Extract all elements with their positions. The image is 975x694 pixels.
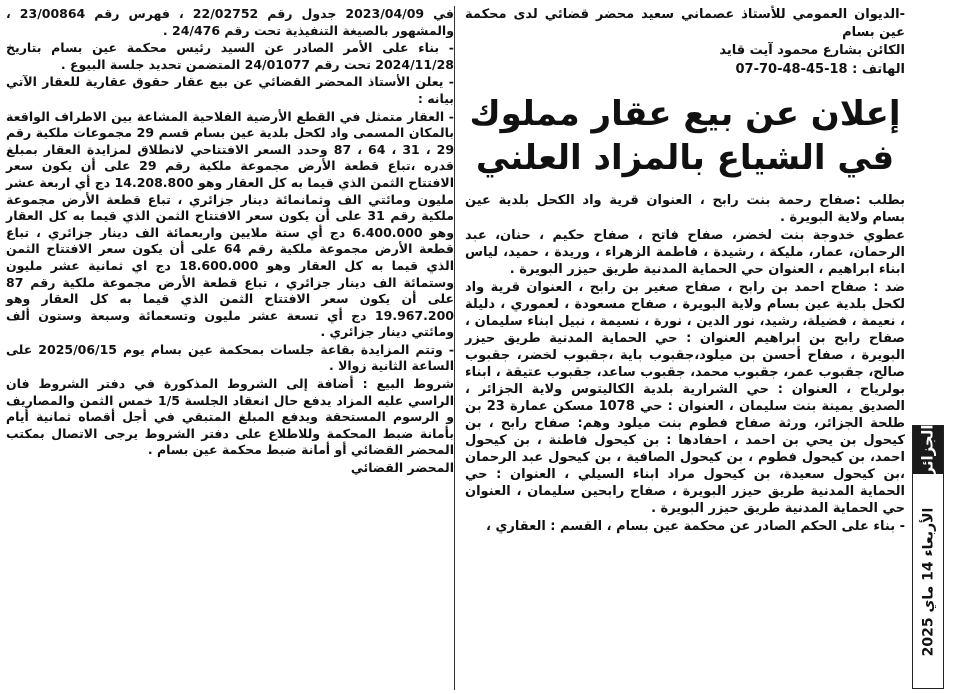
issue-date-text: الأربعاء 14 ماي 2025 <box>920 507 937 657</box>
announcement-paragraph: - يعلن الأستاذ المحضر القضائي عن بيع عقار حقوق عقارية للعقار الآتي بيانه : <box>6 74 454 106</box>
signature-line: المحضر القضائي <box>350 460 454 476</box>
newspaper-logo <box>913 426 943 474</box>
announcement-paragraph: - بناء على الأمر الصادر عن السيد رئيس محكمة عين بسام بتاريخ 2024/11/28 تحت رقم 24/01077 المتضمن تحديد جلسة البيوع . <box>6 40 454 72</box>
plaintiffs-list-paragraph: عطوي خدوجة بنت لخضر، صفاح فاتح ، صفاح حكيم ، حنان، عبد الرحمان، عمار، مليكة ، رشيدة ، فاطمة الزهراء ، وريدة ، حميد، لياس ابناء ابراهيم ، العنوان حي الحماية المدنية طريق حيزر البويرة . <box>465 228 905 277</box>
office-header <box>465 6 905 78</box>
auction-date-paragraph: - وتتم المزايدة بقاعة جلسات بمحكمة عين بسام يوم 2025/06/15 على الساعة الثانية زوالا . <box>6 341 455 374</box>
judgment-reference-paragraph: - بناء على الحكم الصادر عن محكمة عين بسام ، القسم : العقاري ، <box>486 519 905 534</box>
property-description-paragraph: - العقار متمثل في القطع الأرضية الفلاحية المشاعة بين الاطراف الواقعة بالمكان المسمى واد لكحل بلدية عين بسام قسم 29 مجموعات ملكية رقم 29 ، 31 ، 64 ، 87 وحدد السعر الافتتاحي لانطلاق لمزايدة العقار بمبلغ قدره ،تباع قطعة الأرض مجموعة ملكية رقم 29 على أن يكون سعر الافتتاح الثمن الذي قيما به كل العقار وهو 14.208.800 دج أي اربعة عشر مليون ومائتي الف وثمانمائة دينار جزائري ، تباع قطعة الأرض مجموعة ملكية رقم 31 على أن يكون سعر الافتتاح الثمن الذي قيما به كل العقار وهو 6.400.000 دج أي ستة ملايين واربعمائة الف دينار جزائري ، تباع قطعة الأرض مجموعة ملكية رقم 64 على أن يكون سعر الافتتاح الثمن الذي قيما به كل العقار وهو 18.600.000 دج اي ثمانية عشر مليون وستمائة الف دينار جزائري ، تباع قطعة الأرض مجموعة ملكية رقم 87 على أن يكون سعر الافتتاح الثمن الذي قيما به كل العقار وهو 19.967.200 دج أي تسعة عشر مليون وتسعمائة وسبعة وستون ألف ومائتي دينار جزائري . <box>6 108 455 340</box>
defendants-paragraph: ضد : صفاح احمد بن رابح ، صفاح صغير بن رابح ، العنوان قرية واد لكحل بلدية عين بسام ولاية البويرة ، صفاح مسعودة ، لعموري ، دليلة ، نعيمة ، فضيلة، رشيد، نور الدين ، نورة ، نسيمة ، نبيل ابناء سليمان ، صفاح رابح بن ابراهيم العنوان : حي الحماية المدنية طريق حيزر البويرة ، صفاح أحسن بن ميلود،جقبوب باية ،جقبوب لخضر، جقبوب صالح، جقبوب عمر، جقبوب محمد، جقبوب ساعد، جقبوب عتيقة ، ابناء بولرياح ، العنوان : حي الشرارية بلدية الكاليتوس ولاية الجزائر ، الصديق يمينة بنت سليمان ، العنوان : حي 1078 مسكن عمارة 23 بن طلحة الجزائر، ورثة صفاح فطوم بنت ميلود وهم: صفاح رابح ، بن كيحول بن يحي بن احمد ، احفادها : بن كيحول فاطنة ، بن كيحول احمد، بن كيحول فطوم ، بن كيحول الصافية ، بن كيحول عبد الرحمان ،بن كيحول سعيدة، بن كيحول مراد ابناء السيلي ، العنوان : حي الحماية المدنية طريق حيزر البويرة ، صفاح رابحين سليمان ، العنوان حي الحماية المدنية طريق حيزر البويرة . <box>465 280 905 516</box>
right-column <box>465 6 905 690</box>
office-address-line: الكائن بشارع محمود آيت قايد <box>719 43 905 58</box>
plaintiff-paragraph: بطلب :صفاح رحمة بنت رابح ، العنوان قرية واد الكحل بلدية عين بسام ولاية البويرة . <box>465 193 905 225</box>
office-name-line: -الديوان العمومي للأستاذ عصماني سعيد محضر قضائي لدى محكمة عين بسام <box>465 7 905 40</box>
sale-conditions-paragraph: شروط البيع : أضافة إلى الشروط المذكورة في دفتر الشروط فان الراسي عليه المزاد يدفع حال انعقاد الجلسة 1/5 خمس الثمن والمصاريف و الرسوم المستحقة ويدفع المبلغ المتبقي في أجل أقصاه ثمانية أيام بأمانة ضبط المحكمة وللاطلاع على دفتر الشروط يرجى الاتصال بمكتب المحضر القضائي أو أمانة ضبط محكمة عين بسام . <box>6 376 454 458</box>
left-column <box>6 6 455 690</box>
announcement-paragraph: في 2023/04/09 جدول رقم 22/02752 ، فهرس رقم 23/00864 ، والمشهور بالصيغة التنفيذية تحت رقم 24/476 . <box>6 6 454 38</box>
issue-date <box>913 478 943 686</box>
newspaper-sidebar <box>912 425 944 689</box>
announcement-title: إعلان عن بيع عقار مملوك في الشياع بالمزاد العلني <box>469 94 901 178</box>
office-phone-line: الهاتف : 18-45-48-70-07 <box>735 61 905 77</box>
newspaper-logo-text: الجزائر <box>919 424 937 476</box>
